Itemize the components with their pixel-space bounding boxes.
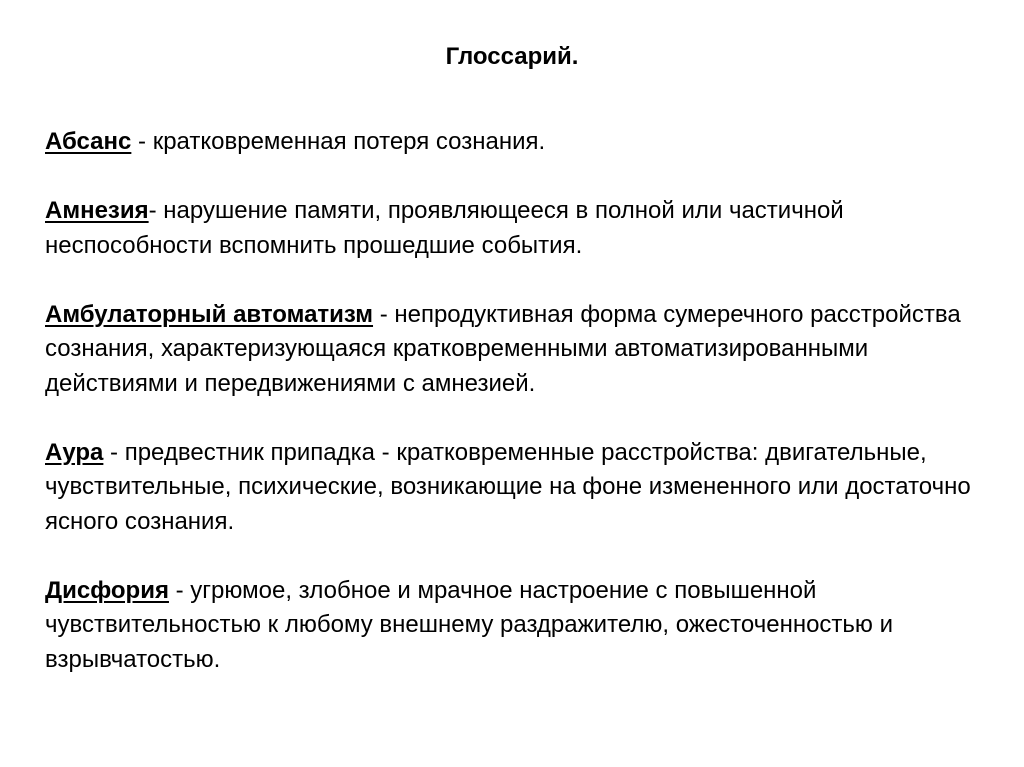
glossary-entry-ambulatory-automatism bbox=[45, 298, 995, 402]
glossary-definition: - предвестник припадка - кратковременные расстройства: двигательные, чувствительные, психические, возникающие на фоне измененного или достаточно ясного сознания. bbox=[45, 438, 971, 535]
glossary-term: Аура bbox=[45, 438, 104, 466]
glossary-definition: - непродуктивная форма сумеречного расстройства сознания, характеризующаяся кратковременными автоматизированными действиями и передвижениями с амнезией. bbox=[45, 300, 961, 397]
glossary-term: Дисфория bbox=[45, 576, 169, 604]
glossary-term: Абсанс bbox=[45, 128, 132, 155]
glossary-entry-aura bbox=[45, 436, 995, 540]
glossary-list bbox=[45, 125, 995, 677]
glossary-definition: - угрюмое, злобное и мрачное настроение с повышенной чувствительностью к любому внешнему раздражителю, ожесточенностью и взрывчатостью. bbox=[45, 576, 894, 673]
glossary-entry-absans bbox=[45, 125, 995, 160]
glossary-definition: - кратковременная потеря сознания. bbox=[131, 128, 546, 155]
glossary-entry-amnesia bbox=[45, 194, 995, 263]
page-title: Глоссарий. bbox=[445, 43, 579, 70]
glossary-term: Амнезия bbox=[45, 197, 149, 224]
glossary-definition: - нарушение памяти, проявляющееся в полной или частичной неспособности вспомнить прошедшие события. bbox=[45, 197, 844, 259]
glossary-entry-dysphoria bbox=[45, 574, 995, 678]
glossary-term: Амбулаторный автоматизм bbox=[45, 300, 374, 328]
